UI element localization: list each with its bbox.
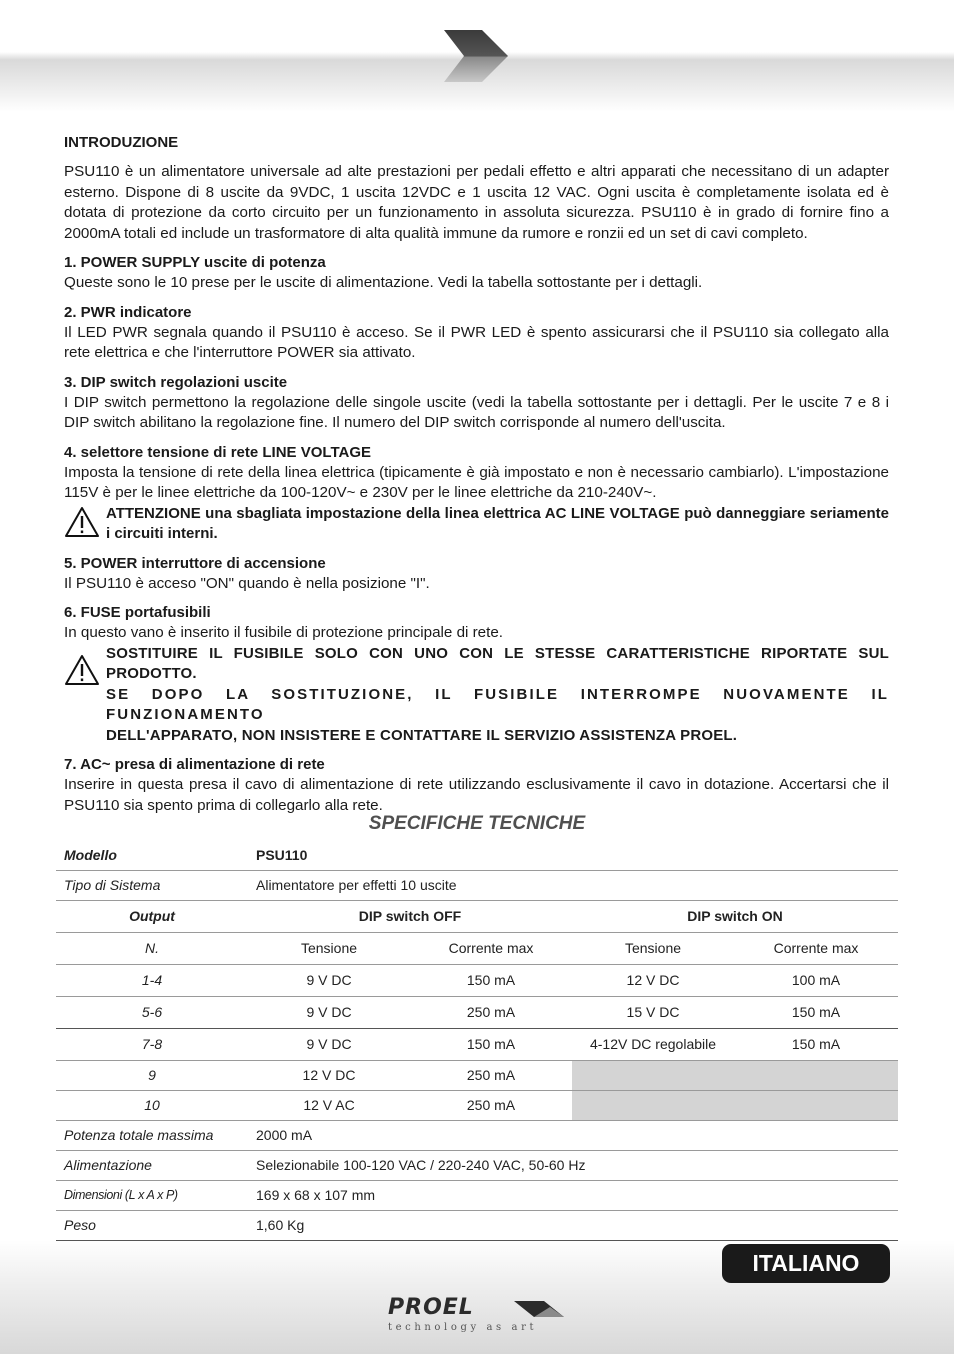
table-row xyxy=(56,996,898,1028)
table-row xyxy=(56,1028,898,1060)
table-row xyxy=(56,1090,898,1120)
dimensions-value: 169 x 68 x 107 mm xyxy=(248,1180,898,1210)
system-value: Alimentatore per effetti 10 uscite xyxy=(248,870,898,900)
table-row xyxy=(56,1210,898,1240)
warning-line: DELL'APPARATO, NON INSISTERE E CONTATTARE IL SERVIZIO ASSISTENZA PROEL. xyxy=(106,726,738,744)
off-current: 150 mA xyxy=(410,1028,572,1060)
off-voltage: 9 V DC xyxy=(248,996,410,1028)
section-fuse xyxy=(64,603,889,746)
brand-logo xyxy=(386,1296,570,1338)
table-row xyxy=(56,964,898,996)
off-current: 150 mA xyxy=(410,964,572,996)
off-voltage: 12 V DC xyxy=(248,1060,410,1090)
output-number: 10 xyxy=(56,1090,248,1120)
section-text: I DIP switch permettono la regolazione delle singole uscite (vedi la tabella sottostante per i dettagli. Per le uscite 7 e 8 i DIP switch abilitano la regolazione fine. Il numero del DIP switch corrisponde al numero dell'uscita. xyxy=(64,393,889,431)
intro-text: PSU110 è un alimentatore universale ad alte prestazioni per pedali effetto e altri apparati che necessitano di un adapter esterno. Dispone di 8 uscite da 9VDC, 1 uscita 12VDC e 1 uscita 12 VAC. Ogni uscita è completamente isolata ed è dotata di protezione da corto circuito per un funzionamento in assoluta sicurezza. PSU110 è in grado di fornire fino a 2000mA totali ed include un trasformatore di alta qualità immune da rumore e ronzii ed un set di cavi completo. xyxy=(64,163,889,242)
col-current: Corrente max xyxy=(734,932,898,964)
table-row xyxy=(56,900,898,932)
model-label: Modello xyxy=(56,840,248,870)
warning-fuse xyxy=(64,644,889,747)
section-text: Il PSU110 è acceso "ON" quando è nella posizione "I". xyxy=(64,574,430,592)
off-voltage: 9 V DC xyxy=(248,1028,410,1060)
weight-value: 1,60 Kg xyxy=(248,1210,898,1240)
warning-line: SE DOPO LA SOSTITUZIONE, IL FUSIBILE INTERROMPE NUOVAMENTE IL FUNZIONAMENTO xyxy=(106,685,889,723)
brand-name: PROEL xyxy=(388,1295,474,1320)
power-value: 2000 mA xyxy=(248,1120,898,1150)
section-title: 5. POWER interruttore di accensione xyxy=(64,554,326,572)
empty-cell xyxy=(572,1090,898,1120)
off-current: 250 mA xyxy=(410,1090,572,1120)
table-row xyxy=(56,1120,898,1150)
on-current: 150 mA xyxy=(734,996,898,1028)
section-line-voltage xyxy=(64,443,889,545)
section-title: 3. DIP switch regolazioni uscite xyxy=(64,373,288,391)
specs-title: SPECIFICHE TECNICHE xyxy=(368,813,586,834)
language-badge: ITALIANO xyxy=(722,1244,890,1283)
col-current: Corrente max xyxy=(410,932,572,964)
section-title: 4. selettore tensione di rete LINE VOLTAGE xyxy=(64,443,372,461)
section-text: Inserire in questa presa il cavo di alimentazione di rete utilizzando esclusivamente il cavo in dotazione. Accertarsi che il PSU110 sia spento prima di collegarlo alla rete. xyxy=(64,776,889,814)
on-current: 100 mA xyxy=(734,964,898,996)
weight-label: Peso xyxy=(56,1210,248,1240)
section-title: 2. PWR indicatore xyxy=(64,303,192,321)
n-label: N. xyxy=(56,932,248,964)
output-number: 1-4 xyxy=(56,964,248,996)
output-number: 7-8 xyxy=(56,1028,248,1060)
supply-label: Alimentazione xyxy=(56,1150,248,1180)
dip-off-header: DIP switch OFF xyxy=(248,900,572,932)
dimensions-label: Dimensioni (L x A x P) xyxy=(56,1180,248,1210)
chevron-right-icon xyxy=(444,28,510,84)
warning-line: SOSTITUIRE IL FUSIBILE SOLO CON UNO CON LE STESSE CARATTERISTICHE RIPORTATE SUL PRODOTTO. xyxy=(106,644,889,682)
on-current: 150 mA xyxy=(734,1028,898,1060)
intro-heading: INTRODUZIONE xyxy=(64,134,179,151)
table-row xyxy=(56,1180,898,1210)
table-row xyxy=(56,870,898,900)
off-current: 250 mA xyxy=(410,1060,572,1090)
warning-text: ATTENZIONE una sbagliata impostazione della linea elettrica AC LINE VOLTAGE può danneggiare seriamente i circuiti interni. xyxy=(106,504,889,542)
on-voltage: 12 V DC xyxy=(572,964,734,996)
on-voltage: 15 V DC xyxy=(572,996,734,1028)
table-row xyxy=(56,1060,898,1090)
section-title: 1. POWER SUPPLY uscite di potenza xyxy=(64,254,326,271)
section-ac-inlet xyxy=(64,755,889,816)
section-dip-switch xyxy=(64,373,889,434)
off-voltage: 12 V AC xyxy=(248,1090,410,1120)
section-power-supply xyxy=(64,253,889,294)
system-label: Tipo di Sistema xyxy=(56,870,248,900)
section-power-switch xyxy=(64,554,889,595)
off-current: 250 mA xyxy=(410,996,572,1028)
warning-icon xyxy=(64,654,100,686)
on-voltage: 4-12V DC regolabile xyxy=(572,1028,734,1060)
warning-line-voltage xyxy=(64,504,889,545)
table-row xyxy=(56,932,898,964)
specs-table xyxy=(56,840,898,1241)
table-row xyxy=(56,840,898,870)
section-pwr-indicator xyxy=(64,303,889,364)
manual-content xyxy=(64,132,889,816)
col-voltage: Tensione xyxy=(248,932,410,964)
dip-on-header: DIP switch ON xyxy=(572,900,898,932)
output-number: 9 xyxy=(56,1060,248,1090)
section-text: Imposta la tensione di rete della linea elettrica (tipicamente è già impostato e non è necessario cambiarlo). L'impostazione 115V è per le linee elettriche da 100-120V~ e 230V per le linee elettriche da 210-240V~. xyxy=(64,463,889,501)
model-value: PSU110 xyxy=(248,840,898,870)
section-title: 7. AC~ presa di alimentazione di rete xyxy=(64,756,325,773)
output-label: Output xyxy=(56,900,248,932)
warning-icon xyxy=(64,506,100,538)
col-voltage: Tensione xyxy=(572,932,734,964)
output-number: 5-6 xyxy=(56,996,248,1028)
off-voltage: 9 V DC xyxy=(248,964,410,996)
table-row xyxy=(56,1150,898,1180)
supply-value: Selezionabile 100-120 VAC / 220-240 VAC, 50-60 Hz xyxy=(248,1150,898,1180)
power-label: Potenza totale massima xyxy=(56,1120,248,1150)
section-text: In questo vano è inserito il fusibile di protezione principale di rete. xyxy=(64,624,504,641)
section-text: Queste sono le 10 prese per le uscite di alimentazione. Vedi la tabella sottostante per i dettagli. xyxy=(64,274,703,291)
brand-chevron-icon xyxy=(514,1299,566,1319)
section-text: Il LED PWR segnala quando il PSU110 è acceso. Se il PWR LED è spento assicurarsi che il PSU110 sia collegato alla rete elettrica e che l'interruttore POWER sia attivato. xyxy=(64,323,889,361)
empty-cell xyxy=(572,1060,898,1090)
brand-tagline: technology as art xyxy=(388,1322,538,1333)
section-title: 6. FUSE portafusibili xyxy=(64,604,211,621)
